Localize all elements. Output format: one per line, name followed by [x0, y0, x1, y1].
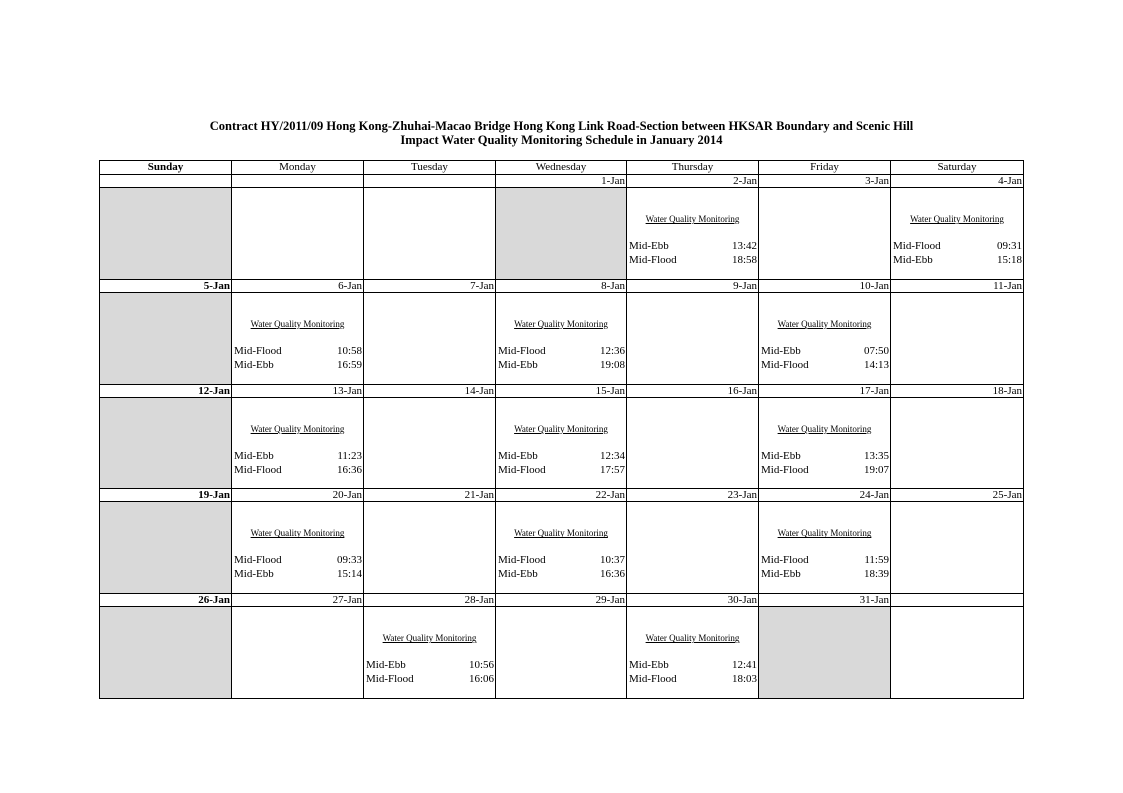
slot-time: 19:08 [599, 358, 625, 371]
monitoring-slot [759, 567, 890, 581]
weekday-header-saturday: Saturday [891, 161, 1024, 175]
slot-time: 18:03 [731, 673, 757, 686]
tide-label: Mid-Flood [234, 463, 282, 476]
date-label: 19-Jan [100, 489, 232, 502]
tide-label: Mid-Flood [761, 463, 809, 476]
day-cell [364, 502, 496, 594]
week-schedule-row [100, 607, 1024, 699]
date-label: 10-Jan [759, 279, 891, 292]
activity-label: Water Quality Monitoring [910, 214, 1004, 225]
tide-label: Mid-Flood [761, 554, 809, 567]
slot-time: 17:57 [599, 463, 625, 476]
slot-time: 16:36 [336, 463, 362, 476]
day-cell [364, 607, 496, 699]
slot-time: 18:58 [731, 254, 757, 267]
date-label: 29-Jan [496, 594, 627, 607]
day-cell [759, 397, 891, 489]
tide-label: Mid-Ebb [761, 344, 801, 357]
slot-time: 15:14 [336, 568, 362, 581]
monitoring-slot [891, 239, 1023, 253]
week-schedule-row [100, 292, 1024, 384]
tide-label: Mid-Ebb [629, 240, 669, 253]
tide-label: Mid-Ebb [761, 568, 801, 581]
date-label: 20-Jan [232, 489, 364, 502]
date-label [891, 594, 1024, 607]
activity-label: Water Quality Monitoring [382, 633, 477, 644]
day-cell [100, 607, 232, 699]
day-cell [232, 397, 364, 489]
slot-time: 10:58 [336, 344, 362, 357]
day-cell [496, 607, 627, 699]
date-label: 12-Jan [100, 384, 232, 397]
monitoring-slot [627, 253, 758, 267]
day-cell [100, 397, 232, 489]
date-label: 22-Jan [496, 489, 627, 502]
date-label: 1-Jan [496, 175, 627, 188]
date-label: 6-Jan [232, 279, 364, 292]
slot-time: 12:36 [599, 344, 625, 357]
slot-time: 13:35 [863, 449, 889, 462]
monitoring-slot [232, 463, 363, 477]
date-label: 13-Jan [232, 384, 364, 397]
date-label: 8-Jan [496, 279, 627, 292]
day-cell [627, 502, 759, 594]
day-cell [891, 502, 1024, 594]
monitoring-calendar [99, 160, 1024, 699]
date-label: 15-Jan [496, 384, 627, 397]
activity-label: Water Quality Monitoring [645, 633, 740, 644]
document-title: Contract HY/2011/09 Hong Kong-Zhuhai-Macao Bridge Hong Kong Link Road-Section between HKSAR Boundary and Scenic Hill [209, 119, 914, 133]
monitoring-slot [496, 449, 626, 463]
tide-label: Mid-Ebb [761, 449, 801, 462]
slot-time: 18:39 [863, 568, 889, 581]
day-cell [232, 607, 364, 699]
monitoring-slot [759, 553, 890, 567]
day-cell [891, 607, 1024, 699]
date-label: 17-Jan [759, 384, 891, 397]
slot-time: 19:07 [863, 463, 889, 476]
day-cell [100, 188, 232, 280]
slot-time: 07:50 [863, 344, 889, 357]
tide-label: Mid-Ebb [498, 449, 538, 462]
date-label: 11-Jan [891, 279, 1024, 292]
week-dates-row [100, 594, 1024, 607]
date-label: 25-Jan [891, 489, 1024, 502]
day-cell [496, 292, 627, 384]
tide-label: Mid-Ebb [498, 358, 538, 371]
day-cell [759, 292, 891, 384]
monitoring-slot [496, 567, 626, 581]
day-cell [891, 292, 1024, 384]
tide-label: Mid-Flood [366, 673, 414, 686]
date-label: 24-Jan [759, 489, 891, 502]
slot-time: 16:59 [336, 358, 362, 371]
slot-time: 10:37 [599, 554, 625, 567]
date-label: 2-Jan [627, 175, 759, 188]
monitoring-slot [627, 658, 758, 672]
tide-label: Mid-Ebb [893, 254, 933, 267]
tide-label: Mid-Ebb [498, 568, 538, 581]
date-label: 31-Jan [759, 594, 891, 607]
week-schedule-row [100, 502, 1024, 594]
weekday-header-wednesday: Wednesday [496, 161, 627, 175]
day-cell [100, 292, 232, 384]
slot-time: 11:59 [864, 554, 889, 567]
monitoring-slot [364, 658, 495, 672]
slot-time: 16:36 [599, 568, 625, 581]
week-dates-row [100, 175, 1024, 188]
date-label: 18-Jan [891, 384, 1024, 397]
tide-label: Mid-Ebb [629, 659, 669, 672]
weekday-header-friday: Friday [759, 161, 891, 175]
date-label: 3-Jan [759, 175, 891, 188]
date-label: 14-Jan [364, 384, 496, 397]
day-cell [627, 607, 759, 699]
monitoring-slot [232, 344, 363, 358]
monitoring-slot [232, 553, 363, 567]
tide-label: Mid-Flood [498, 344, 546, 357]
tide-label: Mid-Flood [629, 673, 677, 686]
day-cell [232, 188, 364, 280]
day-cell [364, 188, 496, 280]
day-cell [759, 188, 891, 280]
date-label: 4-Jan [891, 175, 1024, 188]
date-label [100, 175, 232, 188]
day-cell [627, 397, 759, 489]
tide-label: Mid-Ebb [366, 659, 406, 672]
monitoring-slot [232, 358, 363, 372]
monitoring-slot [627, 672, 758, 686]
slot-time: 12:34 [599, 449, 625, 462]
slot-time: 16:06 [468, 673, 494, 686]
slot-time: 09:31 [996, 240, 1022, 253]
slot-time: 12:41 [731, 659, 757, 672]
day-cell [759, 607, 891, 699]
tide-label: Mid-Flood [629, 254, 677, 267]
slot-time: 13:42 [731, 240, 757, 253]
day-cell [496, 502, 627, 594]
date-label: 28-Jan [364, 594, 496, 607]
activity-label: Water Quality Monitoring [777, 423, 872, 434]
date-label: 5-Jan [100, 279, 232, 292]
date-label: 16-Jan [627, 384, 759, 397]
date-label: 21-Jan [364, 489, 496, 502]
date-label: 9-Jan [627, 279, 759, 292]
tide-label: Mid-Ebb [234, 358, 274, 371]
slot-time: 14:13 [863, 358, 889, 371]
date-label [364, 175, 496, 188]
day-cell [496, 397, 627, 489]
tide-label: Mid-Flood [234, 554, 282, 567]
activity-label: Water Quality Monitoring [777, 528, 872, 539]
date-label: 26-Jan [100, 594, 232, 607]
monitoring-slot [759, 449, 890, 463]
day-cell [100, 502, 232, 594]
day-cell [759, 502, 891, 594]
week-dates-row [100, 279, 1024, 292]
date-label [232, 175, 364, 188]
tide-label: Mid-Ebb [234, 568, 274, 581]
activity-label: Water Quality Monitoring [250, 318, 345, 329]
activity-label: Water Quality Monitoring [645, 214, 740, 225]
monitoring-slot [364, 672, 495, 686]
tide-label: Mid-Flood [498, 463, 546, 476]
week-dates-row [100, 489, 1024, 502]
week-schedule-row [100, 188, 1024, 280]
slot-time: 15:18 [996, 254, 1022, 267]
date-label: 30-Jan [627, 594, 759, 607]
day-cell [232, 292, 364, 384]
monitoring-slot [759, 344, 890, 358]
document-subtitle: Impact Water Quality Monitoring Schedule in January 2014 [400, 133, 723, 147]
day-cell [891, 188, 1024, 280]
monitoring-slot [759, 358, 890, 372]
slot-time: 09:33 [336, 554, 362, 567]
activity-label: Water Quality Monitoring [250, 423, 345, 434]
day-cell [627, 188, 759, 280]
day-cell [627, 292, 759, 384]
tide-label: Mid-Flood [893, 240, 941, 253]
weekday-header-monday: Monday [232, 161, 364, 175]
date-label: 7-Jan [364, 279, 496, 292]
monitoring-slot [891, 253, 1023, 267]
weekday-header-row [100, 161, 1024, 175]
day-cell [891, 397, 1024, 489]
activity-label: Water Quality Monitoring [250, 528, 345, 539]
activity-label: Water Quality Monitoring [777, 318, 872, 329]
date-label: 27-Jan [232, 594, 364, 607]
monitoring-slot [496, 358, 626, 372]
monitoring-slot [627, 239, 758, 253]
tide-label: Mid-Flood [761, 358, 809, 371]
day-cell [364, 292, 496, 384]
monitoring-slot [496, 344, 626, 358]
slot-time: 10:56 [468, 659, 494, 672]
tide-label: Mid-Ebb [234, 449, 274, 462]
tide-label: Mid-Flood [498, 554, 546, 567]
monitoring-slot [232, 567, 363, 581]
day-cell [496, 188, 627, 280]
weekday-header-tuesday: Tuesday [364, 161, 496, 175]
weekday-header-thursday: Thursday [627, 161, 759, 175]
day-cell [232, 502, 364, 594]
date-label: 23-Jan [627, 489, 759, 502]
slot-time: 11:23 [337, 449, 362, 462]
week-schedule-row [100, 397, 1024, 489]
monitoring-slot [496, 553, 626, 567]
activity-label: Water Quality Monitoring [514, 528, 608, 539]
activity-label: Water Quality Monitoring [514, 318, 608, 329]
day-cell [364, 397, 496, 489]
monitoring-slot [759, 463, 890, 477]
tide-label: Mid-Flood [234, 344, 282, 357]
monitoring-slot [232, 449, 363, 463]
week-dates-row [100, 384, 1024, 397]
activity-label: Water Quality Monitoring [514, 423, 608, 434]
weekday-header-sunday: Sunday [100, 161, 232, 175]
monitoring-slot [496, 463, 626, 477]
